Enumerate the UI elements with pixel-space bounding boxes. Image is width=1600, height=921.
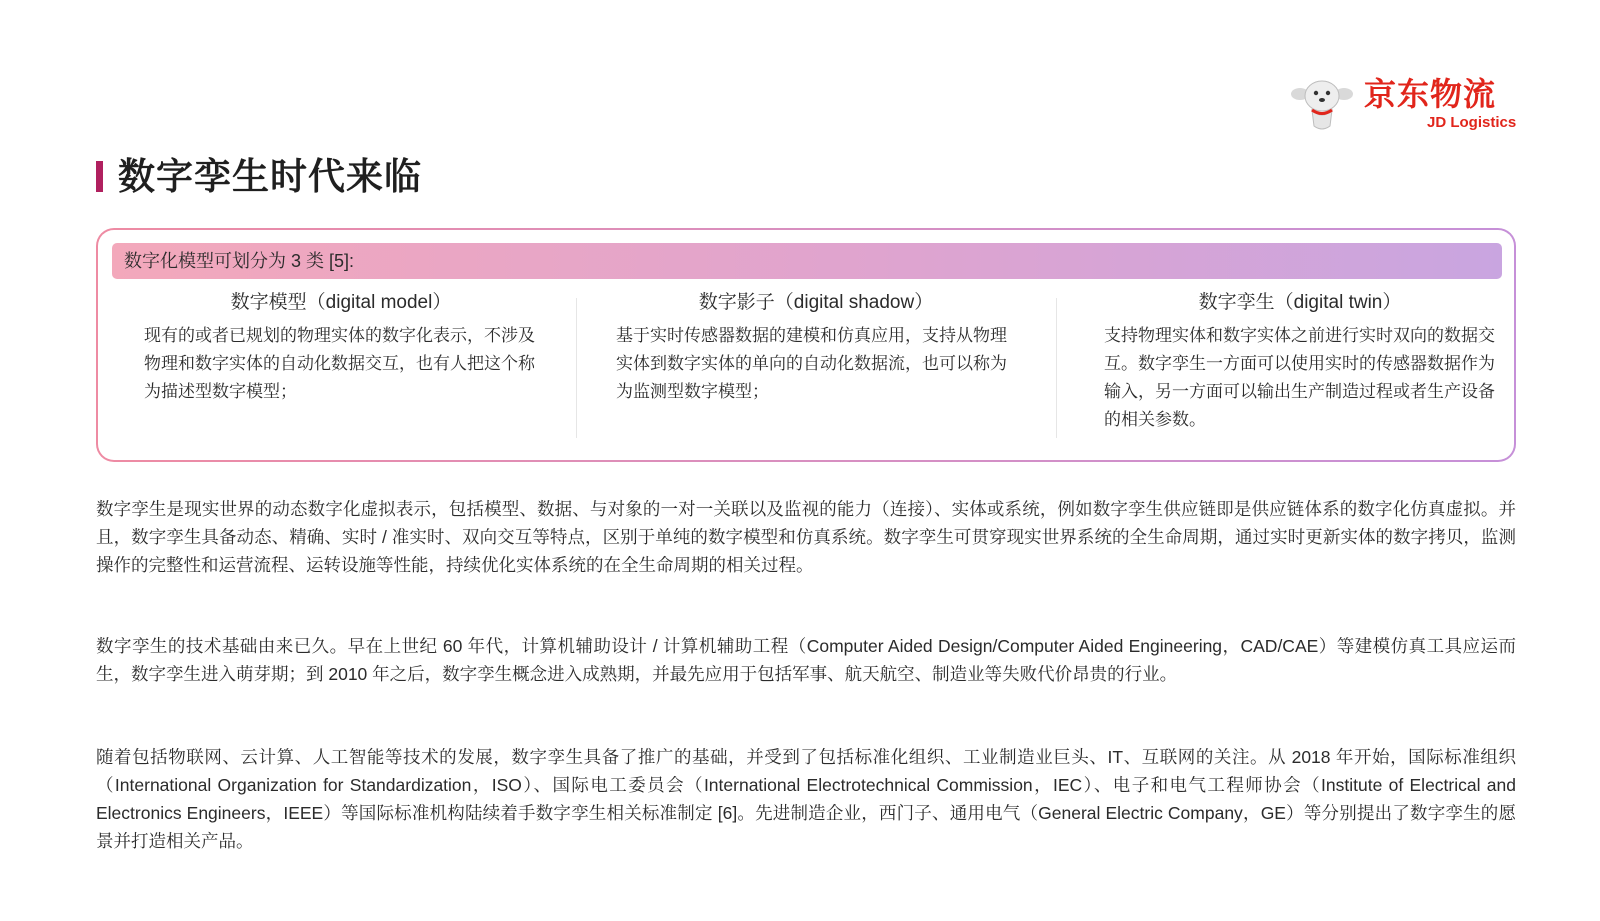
body-paragraph-standards: 随着包括物联网、云计算、人工智能等技术的发展，数字孪生具备了推广的基础，并受到了包括标准化组织、工业制造业巨头、IT、互联网的关注。从 2018 年开始，国际标准组织（International Organization for Standardization，ISO）、国际电工委员会（International Electrotechnical Commission，IEC）、电子和电气工程师协会（Institute of Electrical and Electronics Engineers，IEEE）等国际标准机构陆续着手数字孪生相关标准制定 [6]。先进制造企业，西门子、通用电气（General Electric Company，GE）等分别提出了数字孪生的愿景并打造相关产品。: [96, 747, 1516, 851]
model-column-body: 现有的或者已规划的物理实体的数字化表示，不涉及物理和数字实体的自动化数据交互，也有人把这个称为描述型数字模型；: [144, 326, 535, 401]
model-column-digital-twin: [1104, 290, 1496, 450]
column-divider: [576, 298, 577, 438]
model-column-title: 数字孪生（digital twin）: [1198, 292, 1402, 313]
logo-name-cn: 京东物流: [1364, 76, 1497, 112]
dog-mascot-icon: [1290, 76, 1354, 134]
model-column-title: 数字模型（digital model）: [230, 292, 452, 313]
model-types-header: [112, 243, 1502, 279]
body-paragraph-history: 数字孪生的技术基础由来已久。早在上世纪 60 年代，计算机辅助设计 / 计算机辅助工程（Computer Aided Design/Computer Aided Engineering，CAD/CAE）等建模仿真工具应运而生，数字孪生进入萌芽期；到 2010 年之后，数字孪生概念进入成熟期，并最先应用于包括军事、航天航空、制造业等失败代价昂贵的行业。: [96, 636, 1516, 684]
model-column-body: 基于实时传感器数据的建模和仿真应用，支持从物理实体到数字实体的单向的自动化数据流，也可以称为为监测型数字模型；: [616, 326, 1007, 401]
body-paragraph-definition: 数字孪生是现实世界的动态数字化虚拟表示，包括模型、数据、与对象的一对一关联以及监视的能力（连接）、实体或系统，例如数字孪生供应链即是供应链体系的数字化仿真虚拟。并且，数字孪生具备动态、精确、实时 / 准实时、双向交互等特点，区别于单纯的数字模型和仿真系统。数字孪生可贯穿现实世界系统的全生命周期，通过实时更新实体的数字拷贝，监测操作的完整性和运营流程、运转设施等性能，持续优化实体系统的在全生命周期的相关过程。: [96, 499, 1516, 575]
title-accent-bar: [96, 161, 103, 192]
model-types-header-text: 数字化模型可划分为 3 类 [5]:: [124, 251, 355, 271]
jd-logistics-logo: [1290, 76, 1530, 138]
model-column-body: 支持物理实体和数字实体之前进行实时双向的数据交互。数字孪生一方面可以使用实时的传感器数据作为输入，另一方面可以输出生产制造过程或者生产设备的相关参数。: [1104, 326, 1495, 429]
model-column-digital-model: [144, 290, 538, 450]
model-types-box: [96, 228, 1516, 462]
logo-name-en: JD Logistics: [1427, 114, 1517, 131]
column-divider: [1056, 298, 1057, 438]
page-title: 数字孪生时代来临: [118, 156, 422, 197]
model-column-title: 数字影子（digital shadow）: [698, 292, 934, 313]
model-column-digital-shadow: [616, 290, 1016, 450]
